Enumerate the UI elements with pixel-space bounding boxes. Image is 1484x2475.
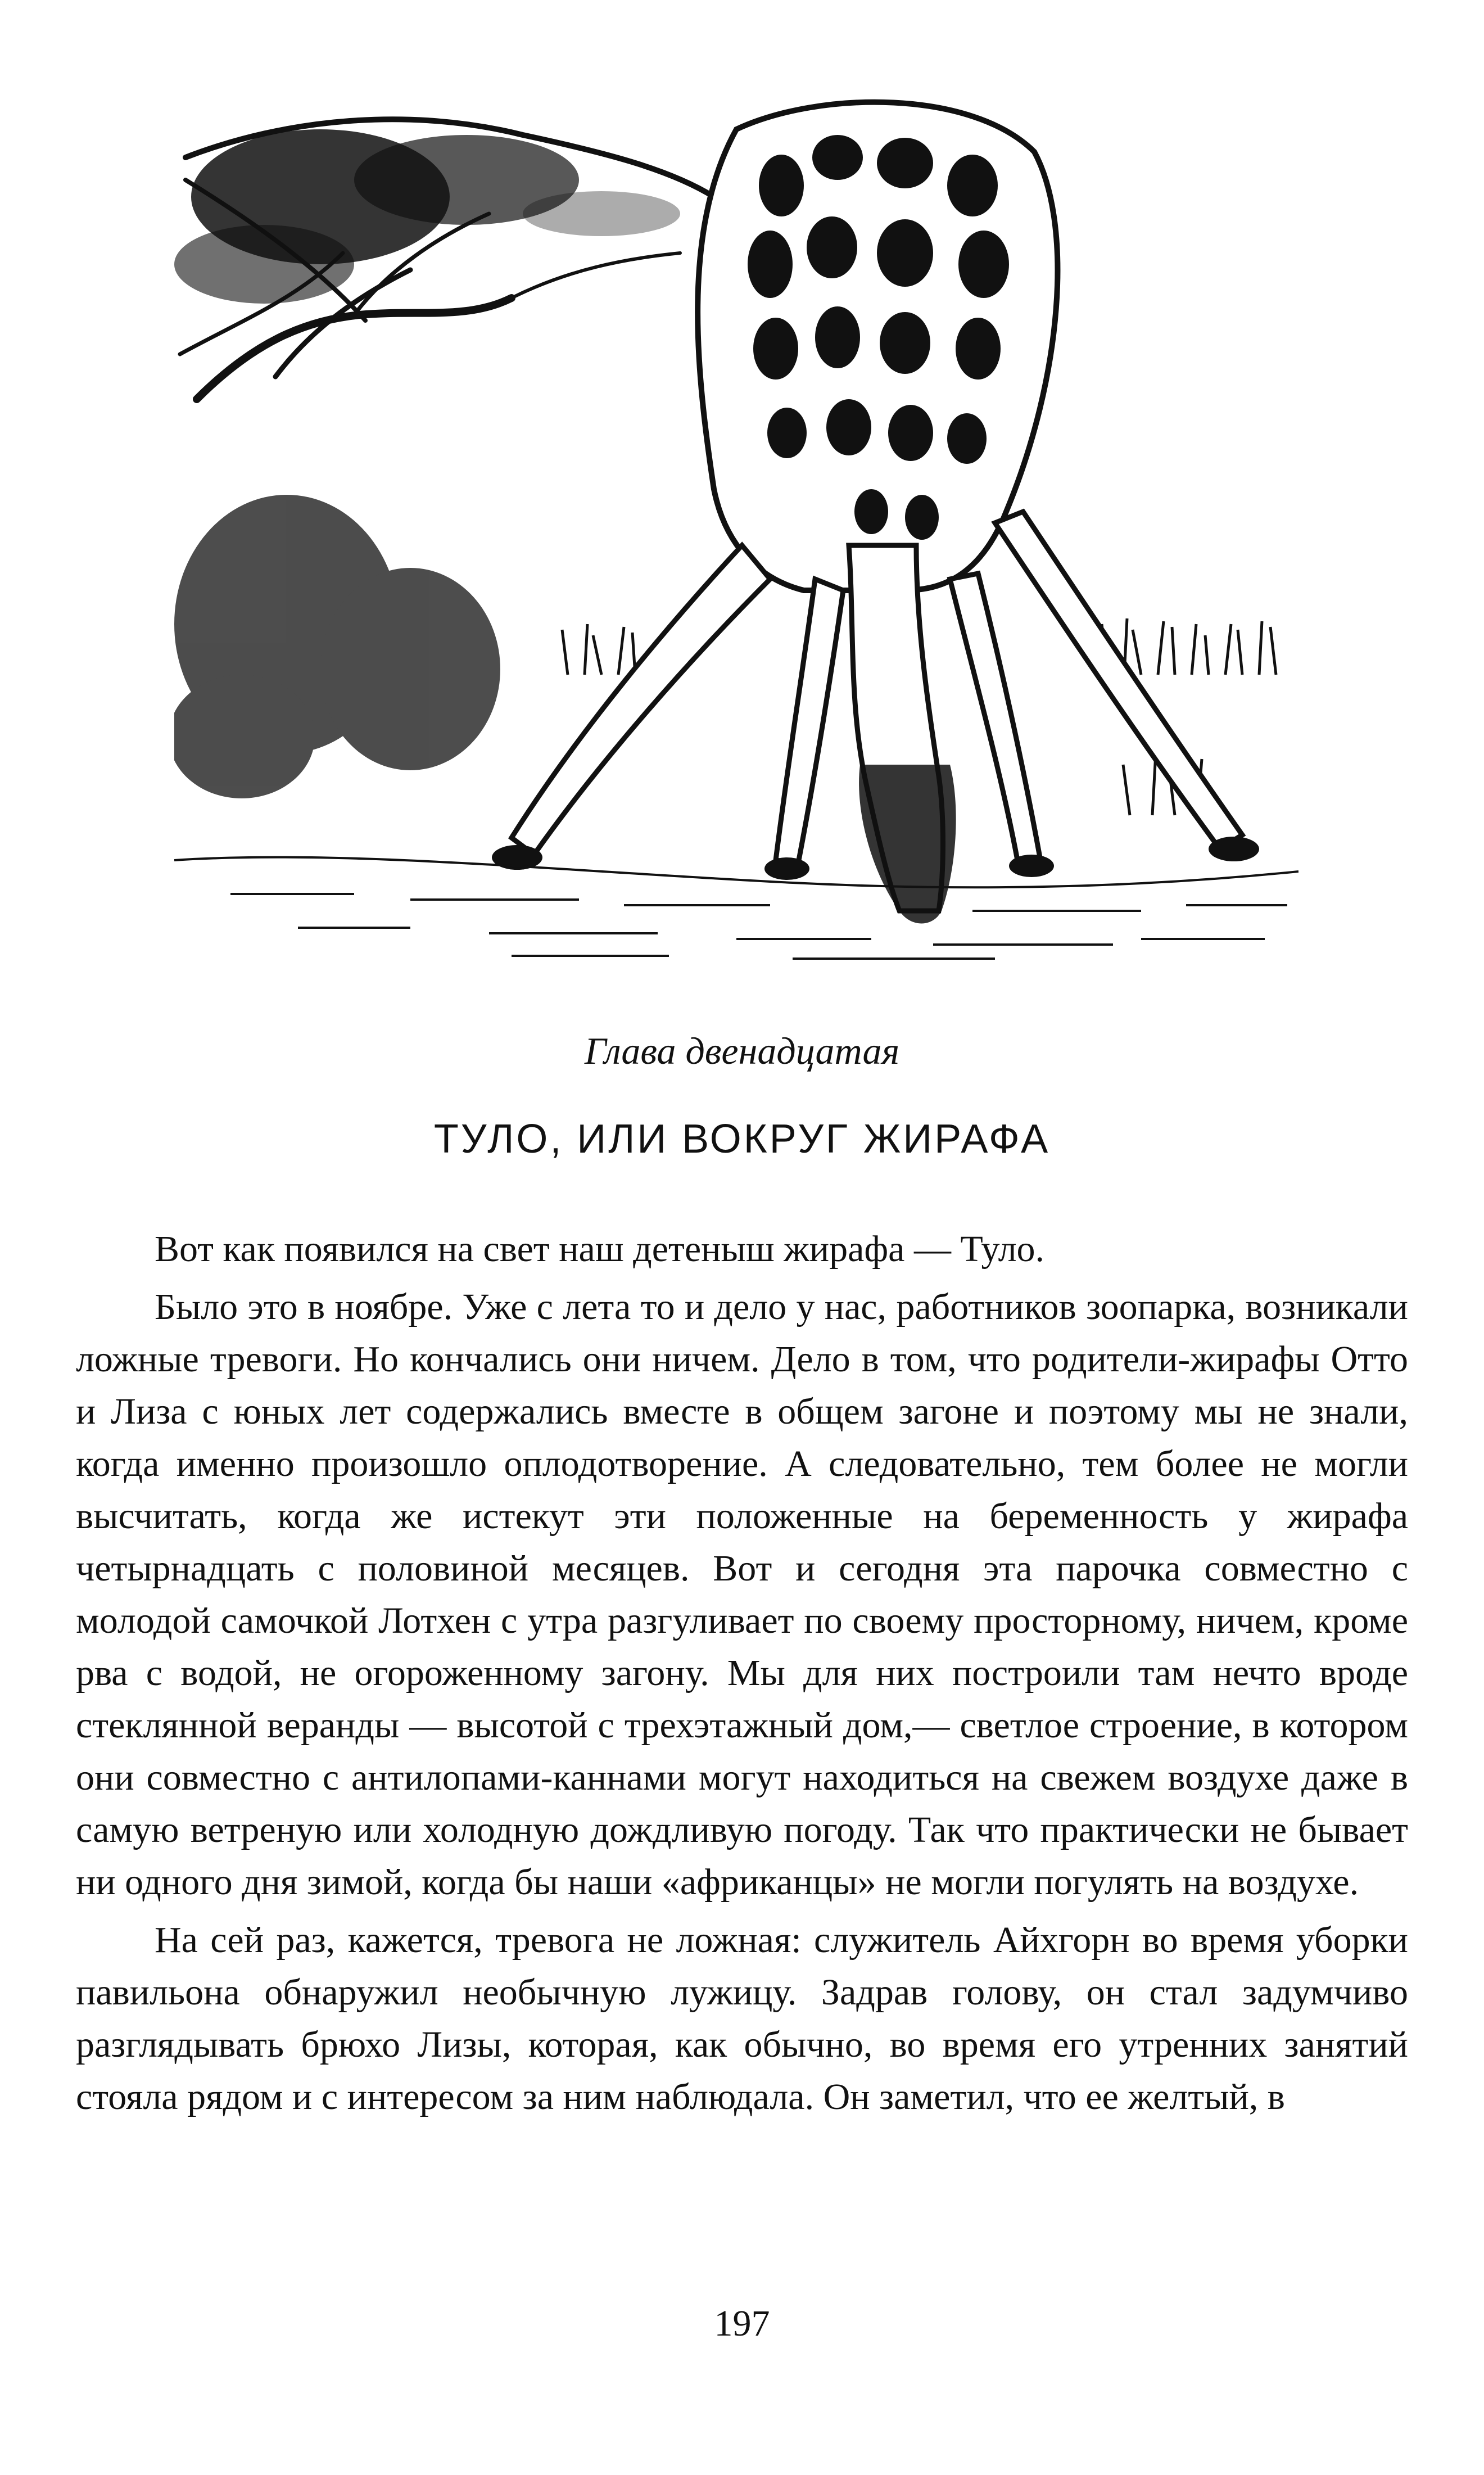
page-number: 197 xyxy=(714,2303,770,2344)
paragraph: На сей раз, кажется, тревога не ложная: служитель Айхгорн во время уборки павильона обнаружил необычную лужицу. Задрав голову, он стал задумчиво разглядывать брюхо Лизы, которая, как обычно, во время его утренних занятий стояла рядом и с интересом за ним наблюдала. Он заметил, что ее желтый, в xyxy=(76,1920,1408,2117)
paragraph: Вот как появился на свет наш детеныш жирафа — Туло. xyxy=(155,1229,1045,1270)
chapter-label: Глава двенадцатая xyxy=(584,1029,900,1072)
chapter-title: ТУЛО, ИЛИ ВОКРУГ ЖИРАФА xyxy=(433,1117,1051,1162)
body-text xyxy=(76,1223,1408,2123)
paragraph: Было это в ноябре. Уже с лета то и дело у нас, работников зоопарка, возникали ложные тревоги. Но кончались они ничем. Дело в том, что родители-жирафы Отто и Лиза с юных лет содержались вместе в общем загоне и поэтому мы не знали, когда именно произошло оплодотворение. А следовательно, тем более не могли высчитать, когда же истекут эти положенные на беременность у жирафа четырнадцать с половиной месяцев. Вот и сегодня эта парочка совместно с молодой самочкой Лотхен с утра разгуливает по своему просторному, ничем, кроме рва с водой, не огороженному загону. Мы для них построили там нечто вроде стеклянной веранды — высотой с трехэтажный дом,— светлое строение, в котором они совместно с антилопами-каннами могут находиться на свежем воздухе даже в самую ветреную или холодную дождливую погоду. Так что практически не бывает ни одного дня зимой, когда бы наши «африканцы» не могли погулять на воздухе. xyxy=(76,1286,1408,1903)
giraffe-drinking-illustration xyxy=(174,84,1298,961)
